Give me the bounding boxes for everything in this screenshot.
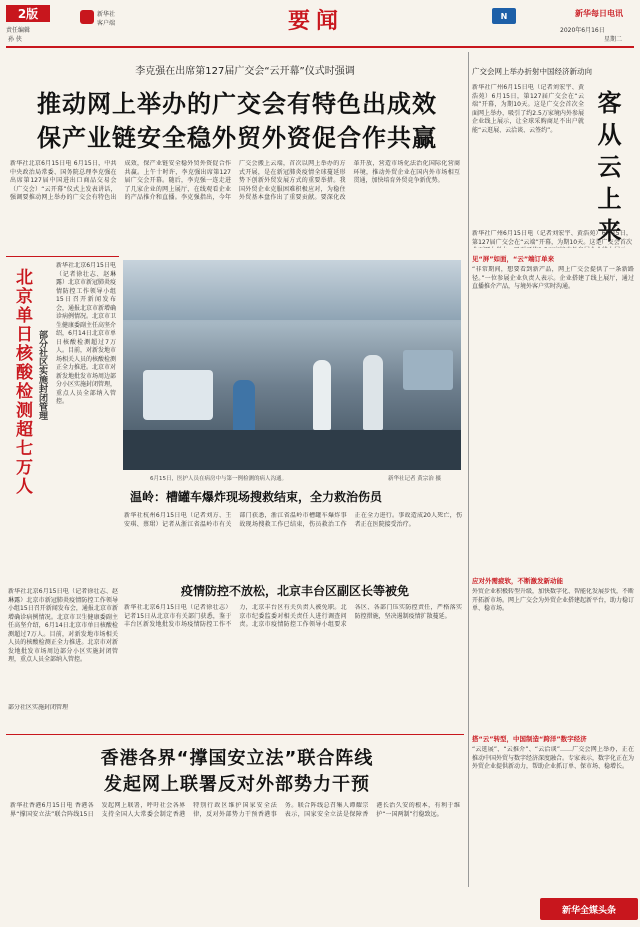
right-subhead-3: 搭“云”转型，中国制造“跨洋”数字经济 [472, 735, 587, 743]
test-story-subtitle: 部分社区实施封闭管理 [37, 330, 47, 420]
editor-name: 孙 侠 [8, 36, 22, 43]
bottom-story-rule [6, 734, 464, 735]
lead-kicker: 李克强在出席第127届广交会“云开幕”仪式时强调 [135, 66, 355, 77]
app-label-2: 客户端 [97, 20, 116, 27]
masthead-rule [6, 46, 634, 48]
paper-logo-icon: N [492, 8, 516, 24]
test-story-title: 北京单日核酸检测超七万人 [12, 268, 32, 496]
page-number-badge: 2版 [6, 5, 50, 22]
bottom-title-line-1: 香港各界“撑国安立法”联合阵线 [100, 748, 374, 769]
left-story-rule [6, 256, 119, 257]
right-body-2: “非常期间，想要看到新产品，网上广交会提供了一条新路径。”一位参展企业负责人表示。企业搭建了线上展厅，通过直播推介产品，与境外客户实时沟通。 [472, 266, 634, 290]
fire-story-title: 温岭：槽罐车爆炸现场搜救结束，全力救治伤员 [130, 490, 383, 504]
right-body-4: “云逛展”、“云推介”、“云洽谈”……广交会网上举办，正在推动中国外贸与数字经济深度融合。专家表示，数字化正在为外贸企业提供新动力，帮助企业抓订单、保市场、稳增长。 [472, 746, 634, 770]
right-body-1b: 新华社广州6月15日电（记者刘宏宇、黄浩苑）6月15日，第127届广交会在“云端”开幕，为期10天。这是广交会首次 [472, 230, 632, 246]
issue-date: 2020年6月16日 [560, 27, 605, 34]
xinhua-app-logo-icon [80, 10, 94, 24]
right-kicker: 广交会网上举办折射中国经济新动向 [472, 67, 592, 76]
xinhua-media-headline-badge[interactable]: 新华全媒头条 [540, 898, 638, 920]
bottom-title-line-2: 发起网上联署反对外部势力干预 [104, 774, 370, 795]
right-subhead-2: 应对外需疲软，不断激发新动能 [472, 577, 563, 585]
photo-credit: 新华社记者 黄宗治 摄 [388, 476, 441, 482]
test-story-body-continued: 新华社北京6月15日电（记者徐壮志、赵琳露）北京市新冠肺炎疫情防控工作领导小组15日召开新闻发布会，通报北京市新增确诊病例情况。北京市卫生健康委副主任高坚介绍，6月14日北京市单日核酸检测超过7万人。目前，对新发地市场相关人员的核酸检测正全力推进。北京市对新发地批发市场周边部分小区实施封闭管理，重点人员全部纳入管控。 [8, 588, 118, 663]
right-body-3: 外贸企业积极转型升级，加快数字化、智能化发展步伐，不断开拓新市场。网上广交会为外贸企业搭建起新平台，助力稳订单、稳市场。 [472, 588, 634, 612]
section-title: 要闻 [288, 9, 345, 34]
beijing-story-title: 疫情防控不放松，北京丰台区副区长等被免 [180, 584, 409, 598]
lead-title-line-2: 保产业链安全稳外贸外资促合作共赢 [37, 124, 437, 152]
test-story-body: 新华社北京6月15日电（记者徐壮志、赵琳露）北京市新冠肺炎疫情防控工作领导小组15日召开新闻发布会，通报北京市新增确诊病例情况。北京市卫生健康委副主任高坚介绍，6月14日北京市单日核酸检测超过7万人。目前，对新发地市场相关人员的核酸检测正全力推进。北京市对新发地批发市场周边部分小区实施封闭管理，重点人员全部纳入管控。 [56, 262, 116, 405]
issue-weekday: 星期二 [604, 36, 623, 43]
beijing-story-body: 新华社北京6月15日电（记者徐壮志）记者15日从北京市有关部门获悉，鉴于丰台区新发地批发市场疫情防控工作不力，北京丰台区有关负责人被免职。北京市纪委监委对相关责任人进行调查问责。北京市疫情防控工作领导小组要求各区、各部门压实防控责任，严格落实防控措施，坚决遏制疫情扩散蔓延。 [124, 604, 462, 628]
bottom-story-body: 新华社香港6月15日电 香港各界“撑国安立法”联合阵线15日发起网上联署，呼吁社会各界支持全国人大常委会制定香港特别行政区维护国家安全法律，反对外部势力干预香港事务。联合阵线总召集人谭耀宗表示，国家安全立法是保障香港长治久安的根本，有利于维护“一国两制”行稳致远。 [10, 802, 460, 818]
editor-label: 责任编辑 [6, 27, 31, 34]
fire-story-body: 新华社杭州6月15日电（记者刘方、王安琪、蔡珺）记者从浙江省温岭市有关部门获悉，浙江省温岭市槽罐车爆炸事故现场搜救工作已结束，伤员救治工作正在全力进行。事故造成20人死亡，伤者正在医院接受治疗。 [124, 512, 462, 528]
left-story-tail: 部分社区实施封闭管理 [8, 704, 69, 711]
column-divider [468, 52, 469, 887]
lead-title-line-1: 推动网上举办的广交会有特色出成效 [37, 90, 437, 118]
right-body-1: 新华社广州6月15日电（记者刘宏宇、黄浩苑）6月15日，第127届广交会在“云端”开幕，为期10天。这是广交会首次全面网上举办，吸引了约2.5万家境内外参展企业线上展示，让全球采购商足不出户就能“云逛展、云洽谈、云签约”。 [472, 84, 584, 134]
app-label-1: 新华社 [97, 11, 116, 18]
hospital-ward-photo [123, 260, 461, 470]
right-subhead-1: 见“屏”如面，“云”端订单来 [472, 255, 555, 263]
lead-body: 新华社北京6月15日电 6月15日，中共中央政治局常委、国务院总理李克强在出席第127届中国进出口商品交易会（广交会）“云开幕”仪式上发表讲话，强调要推动网上举办的广交会有特色出成效，保产业链安全稳外贸外资促合作共赢。上午十时许，李克强出席第127届广交会开幕。随后，李克强一连走进了几家企业的网上展厅，在线观看企业的产品推介和直播。李克强指出，今年广交会搬上云端，首次以网上举办的方式开展，是在新冠肺炎疫情全球蔓延形势下创新外贸发展方式的重要举措。我国外贸企业克服困难积极应对，为稳住外贸基本盘作出了重要贡献。要深化改革开放，营造市场化法治化国际化营商环境，推动外贸企业在国内外市场相互贯通，加快培育外贸竞争新优势。 [10, 160, 460, 201]
photo-caption: 6月15日，医护人员在病房中与第一例检测的病人沟通。 [150, 476, 287, 482]
paper-name: 新华每日电讯 [575, 9, 623, 18]
right-title: 客从云上来 [593, 90, 621, 250]
